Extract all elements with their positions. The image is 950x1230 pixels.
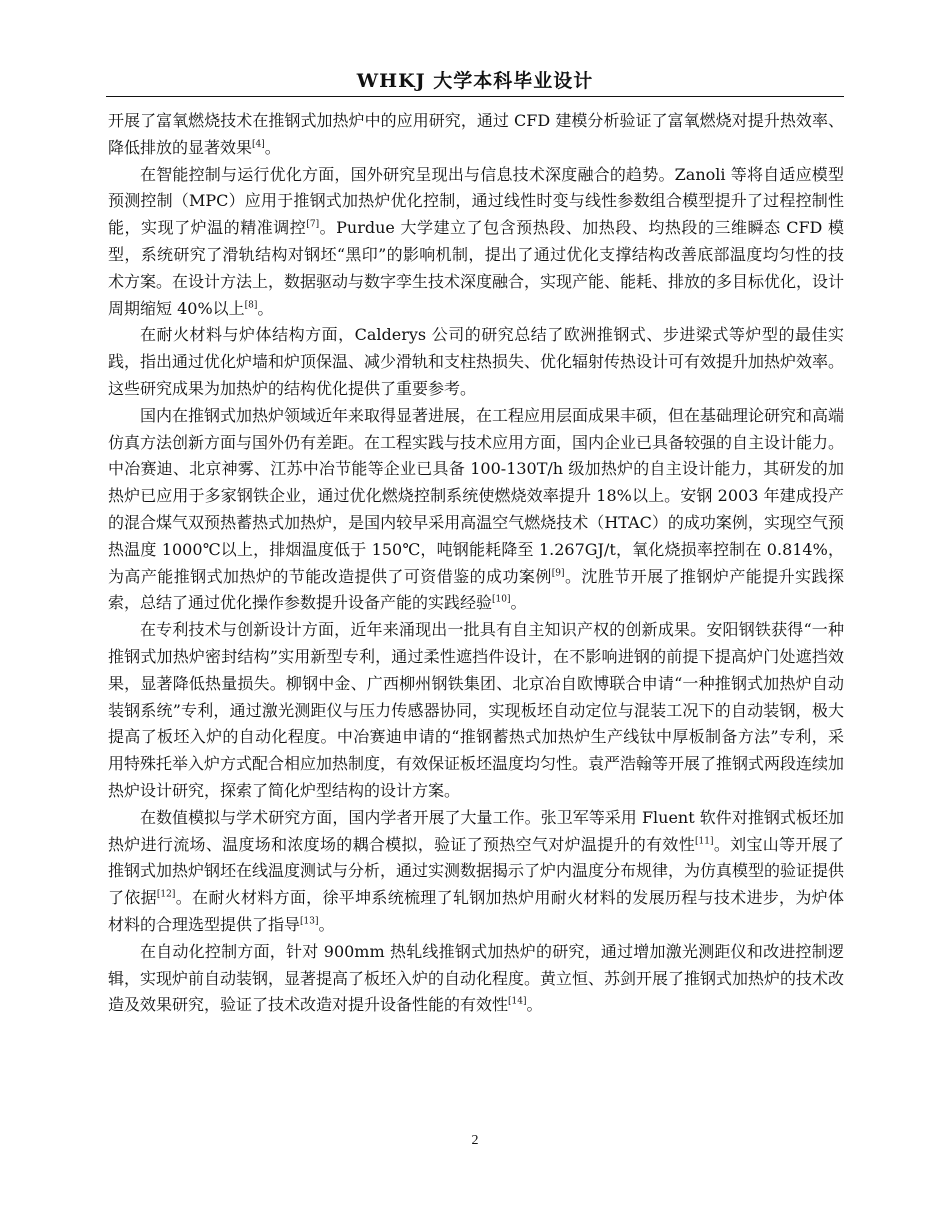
paragraph-text: 。 <box>526 995 543 1015</box>
citation-reference: [13] <box>300 916 319 927</box>
body-paragraph <box>108 162 844 323</box>
header-divider <box>106 96 844 97</box>
citation-reference: [7] <box>306 219 320 230</box>
body-paragraph <box>108 617 844 805</box>
citation-reference: [4] <box>252 139 265 150</box>
citation-reference: [12] <box>156 889 176 900</box>
paragraph-text: 。 <box>264 137 281 157</box>
paragraph-text: 。Purdue 大学建立了包含预热段、加热段、均热段的三维瞬态 CFD 模型，系统研究了滑轨结构对钢坯“黑印”的影响机制，提出了通过优化支撑结构改善底部温度均匀性的技术方案。在设计方法上，数据驱动与数字孪生技术深度融合，实现产能、能耗、排放的多目标优化，设计周期缩短 40%以上 <box>108 218 845 318</box>
paragraph-text: 在专利技术与创新设计方面，近年来涌现出一批具有自主知识产权的创新成果。安阳钢铁获得“一种推钢式加热炉密封结构”实用新型专利，通过柔性遮挡件设计，在不影响进钢的前提下提高炉门处遮挡效果，显著降低热量损失。柳钢中金、广西柳州钢铁集团、北京冶自欧博联合申请“一种推钢式加热炉自动装钢系统”专利，通过激光测距仪与压力传感器协同，实现板坯自动定位与混装工况下的自动装钢，极大提高了板坯入炉的自动化程度。中冶赛迪申请的“推钢蓄热式加热炉生产线钛中厚板制备方法”专利，采用特殊托举入炉方式配合相应加热制度，有效保证板坯温度均匀性。袁严浩翰等开展了推钢式两段连续加热炉设计研究，探索了简化炉型结构的设计方案。 <box>108 620 845 800</box>
paragraph-text: 。 <box>510 593 527 613</box>
body-paragraph <box>108 805 844 939</box>
paragraph-text: 。沈胜节开展了推钢炉产能提升实践探索，总结了通过优化操作参数提升设备产能的实践经验 <box>108 566 844 613</box>
citation-reference: [10] <box>492 595 511 606</box>
paragraph-text: 。 <box>318 914 335 934</box>
citation-reference: [14] <box>508 996 527 1007</box>
body-paragraph <box>108 108 844 162</box>
body-paragraph <box>108 403 844 617</box>
paragraph-text: 在耐火材料与炉体结构方面，Calderys 公司的研究总结了欧洲推钢式、步进梁式等炉型的最佳实践，指出通过优化炉墙和炉顶保温、减少滑轨和支柱热损失、优化辐射传热设计可有效提升加热炉效率。这些研究成果为加热炉的结构优化提供了重要参考。 <box>108 325 845 398</box>
paragraph-text: 在自动化控制方面，针对 900mm 热轧线推钢式加热炉的研究，通过增加激光测距仪和改进控制逻辑，实现炉前自动装钢，显著提高了板坯入炉的自动化程度。黄立恒、苏剑开展了推钢式加热炉的技术改造及效果研究，验证了技术改造对提升设备性能的有效性 <box>108 941 845 1015</box>
paragraph-text: 开展了富氧燃烧技术在推钢式加热炉中的应用研究，通过 CFD 建模分析验证了富氧燃烧对提升热效率、降低排放的显著效果 <box>108 111 844 157</box>
paragraph-text: 。在耐火材料方面，徐平坤系统梳理了轧钢加热炉用耐火材料的发展历程与技术进步，为炉体材料的合理选型提供了指导 <box>108 888 844 934</box>
citation-reference: [9] <box>551 568 565 579</box>
document-body <box>108 108 844 1019</box>
page-number: 2 <box>471 1133 479 1148</box>
body-paragraph <box>108 939 844 1019</box>
paragraph-text: 。刘宝山等开展了推钢式加热炉钢坯在线温度测试与分析，通过实测数据揭示了炉内温度分布规律，为仿真模型的验证提供了依据 <box>108 834 845 908</box>
citation-reference: [8] <box>244 300 258 311</box>
paragraph-text: 在智能控制与运行优化方面，国外研究呈现出与信息技术深度融合的趋势。Zanoli 等将自适应模型预测控制（MPC）应用于推钢式加热炉优化控制，通过线性时变与线性参数组合模型提升了过程控制性能，实现了炉温的精准调控 <box>108 164 844 238</box>
page-header-title: WHKJ 大学本科毕业设计 <box>356 70 594 92</box>
paragraph-text: 。 <box>257 298 274 318</box>
paragraph-text: 在数值模拟与学术研究方面，国内学者开展了大量工作。张卫军等采用 Fluent 软件对推钢式板坯加热炉进行流场、温度场和浓度场的耦合模拟，验证了预热空气对炉温提升的有效性 <box>108 807 844 854</box>
paragraph-text: 国内在推钢式加热炉领域近年来取得显著进展，在工程应用层面成果丰硕，但在基础理论研究和高端仿真方法创新方面与国外仍有差距。在工程实践与技术应用方面，国内企业已具备较强的自主设计能力。中冶赛迪、北京神雾、江苏中冶节能等企业已具备 100-130T/h 级加热炉的自主设计能力，其研发的加热炉已应用于多家钢铁企业，通过优化燃烧控制系统使燃烧效率提升 18%以上。安钢 2003 年建成投产的混合煤气双预热蓄热式加热炉，是国内较早采用高温空气燃烧技术（HTAC）的成功案例，实现空气预热温度 1000℃以上，排烟温度低于 150℃，吨钢能耗降至 1.267GJ/t，氧化烧损率控制在 0.814%，为高产能推钢式加热炉的节能改造提供了可资借鉴的成功案例 <box>108 405 845 586</box>
citation-reference: [11] <box>695 836 714 847</box>
body-paragraph <box>108 322 844 402</box>
